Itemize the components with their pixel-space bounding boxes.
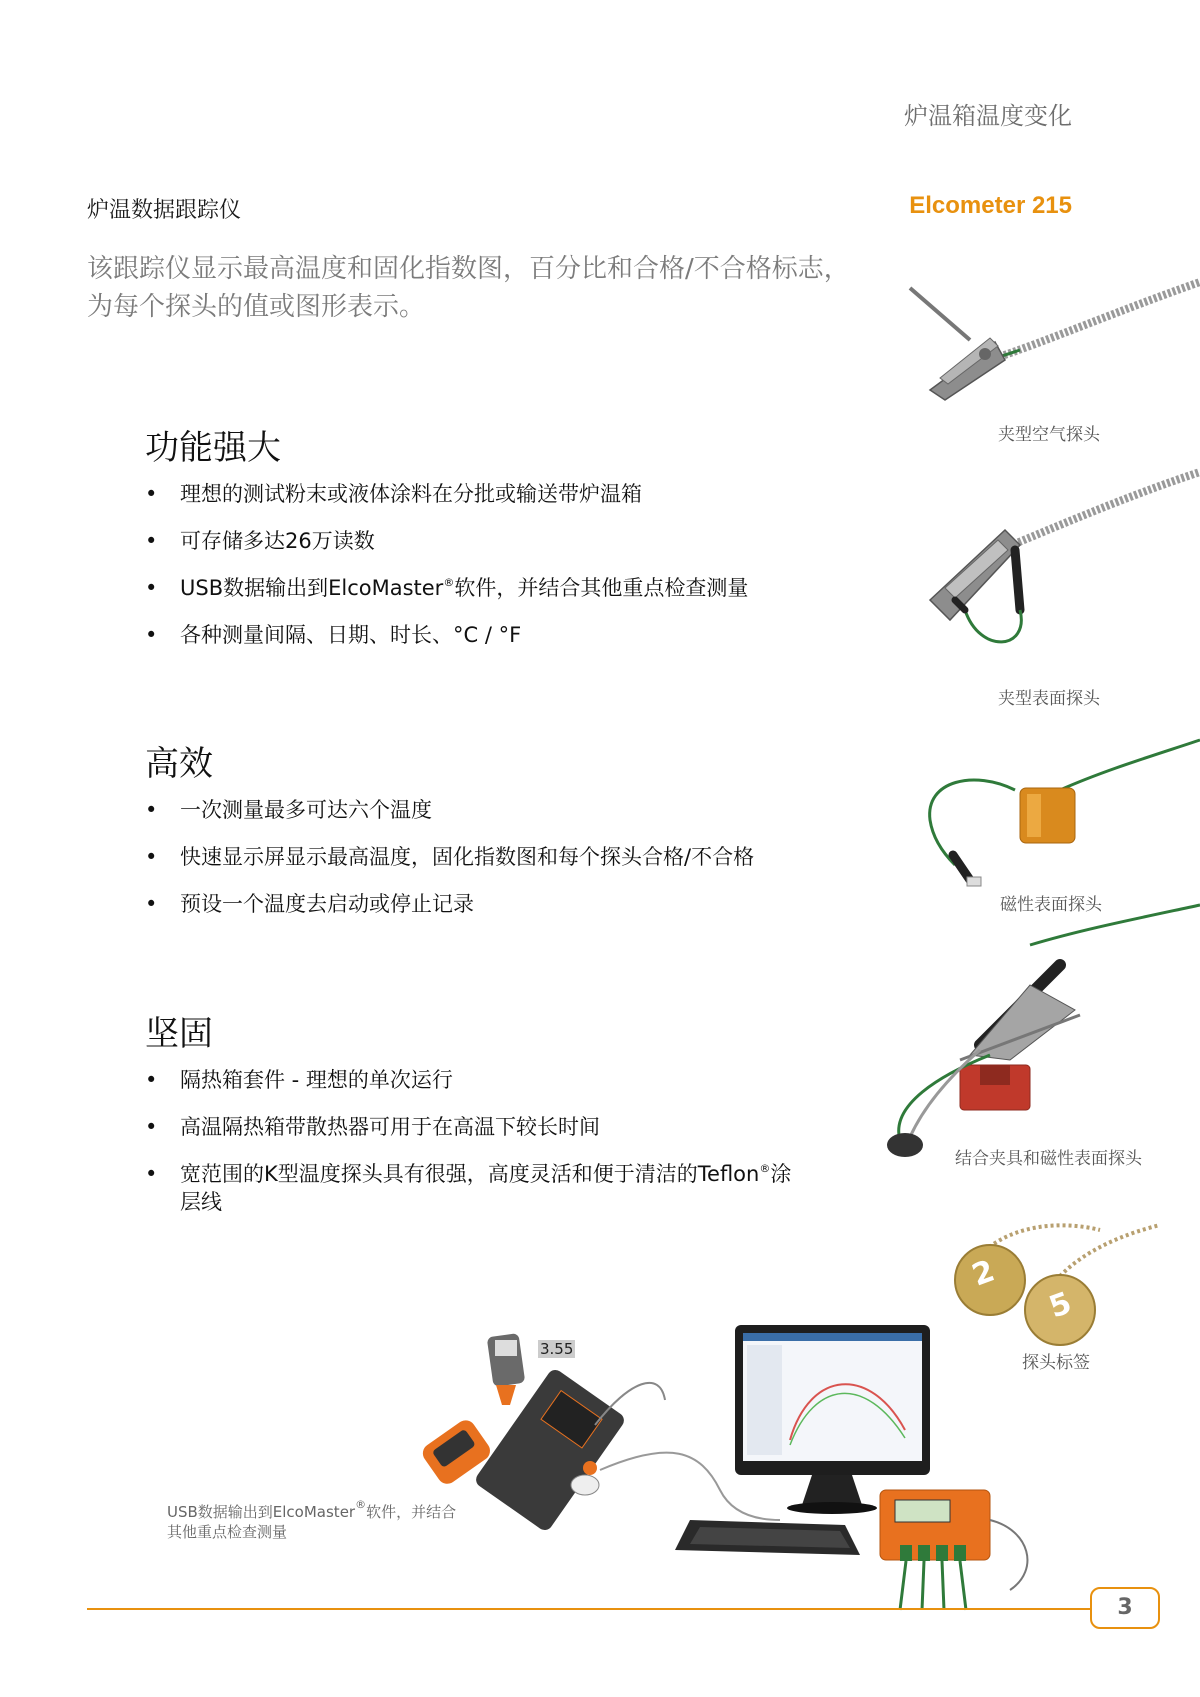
- caption-probe-tags: 探头标签: [1022, 1353, 1090, 1373]
- list-item: • 一次测量最多可达六个温度: [145, 796, 795, 824]
- list-item: • 理想的测试粉末或液体涂料在分批或输送带炉温箱: [145, 480, 795, 508]
- page-number: 3: [1090, 1587, 1160, 1629]
- tag-number-5: 5: [1044, 1285, 1077, 1326]
- model-name: Elcometer 215: [909, 192, 1072, 219]
- caption-clip-air-probe: 夹型空气探头: [998, 425, 1100, 445]
- caption-magnetic-surface-probe: 磁性表面探头: [1000, 895, 1102, 915]
- clip-magnetic-probe-illustration: [880, 905, 1200, 1165]
- section-heading-powerful: 功能强大: [145, 428, 281, 468]
- gauge-reading: 3.55: [540, 1340, 574, 1358]
- caption-clip-magnetic-probe: 结合夹具和磁性表面探头: [955, 1149, 1142, 1169]
- caption-usb-output: USB数据输出到ElcoMaster®软件，并结合其他重点检查测量: [167, 1498, 457, 1541]
- section-heading-efficient: 高效: [145, 744, 213, 784]
- list-item: • 高温隔热箱带散热器可用于在高温下较长时间: [145, 1113, 795, 1141]
- list-item: • USB数据输出到ElcoMaster®软件，并结合其他重点检查测量: [145, 574, 795, 602]
- bullet-list-rugged: [145, 1066, 795, 1235]
- product-group-illustration: [450, 1320, 1050, 1610]
- list-item: • 隔热箱套件 - 理想的单次运行: [145, 1066, 795, 1094]
- list-item: • 快速显示屏显示最高温度，固化指数图和每个探头合格/不合格: [145, 843, 795, 871]
- tag-number-2: 2: [967, 1253, 1000, 1294]
- product-subtitle: 炉温数据跟踪仪: [87, 198, 242, 223]
- bullet-list-efficient: [145, 796, 795, 937]
- list-item: • 宽范围的K型温度探头具有很强，高度灵活和便于清洁的Teflon®涂层线: [145, 1160, 795, 1216]
- magnetic-surface-probe-illustration: [915, 730, 1200, 900]
- clip-surface-probe-illustration: [920, 470, 1200, 670]
- bullet-list-powerful: [145, 480, 795, 668]
- clip-air-probe-illustration: [900, 280, 1200, 420]
- section-title: 炉温箱温度变化: [904, 102, 1072, 130]
- caption-clip-surface-probe: 夹型表面探头: [998, 689, 1100, 709]
- list-item: • 预设一个温度去启动或停止记录: [145, 890, 795, 918]
- list-item: • 可存储多达26万读数: [145, 527, 795, 555]
- footer-divider: [87, 1608, 1092, 1610]
- intro-paragraph: 该跟踪仪显示最高温度和固化指数图，百分比和合格/不合格标志，为每个探头的值或图形表示。: [87, 254, 850, 322]
- list-item: • 各种测量间隔、日期、时长、°C / °F: [145, 621, 795, 649]
- section-heading-rugged: 坚固: [145, 1014, 213, 1054]
